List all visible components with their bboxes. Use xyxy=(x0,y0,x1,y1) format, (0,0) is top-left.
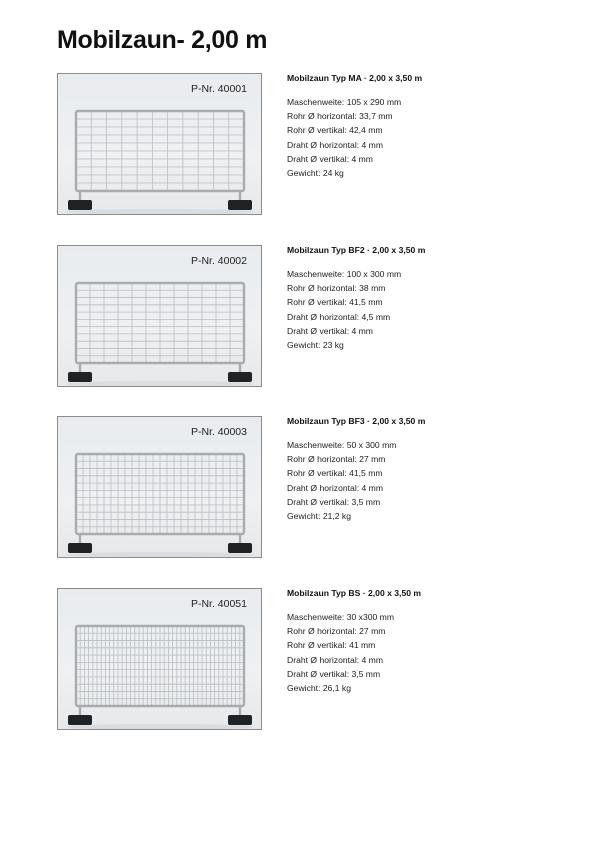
spec-line: Maschenweite: 105 x 290 mm xyxy=(287,97,402,107)
spec-line: Rohr Ø vertikal: 41,5 mm xyxy=(287,468,383,479)
product-title: Mobilzaun Typ BS · 2,00 x 3,50 m xyxy=(287,588,422,598)
product-number: P-Nr. 40001 xyxy=(190,83,247,95)
spec-line: Draht Ø horizontal: 4,5 mm xyxy=(287,311,391,322)
product-specs xyxy=(287,588,577,695)
spec-line: Rohr Ø horizontal: 27 mm xyxy=(287,626,386,637)
spec-line: Draht Ø horizontal: 4 mm xyxy=(287,139,383,150)
spec-line: Draht Ø horizontal: 4 mm xyxy=(287,482,383,493)
product-entry xyxy=(57,245,577,390)
spec-line: Gewicht: 24 kg xyxy=(287,168,344,179)
product-entry xyxy=(57,588,577,733)
spec-line: Draht Ø horizontal: 4 mm xyxy=(287,654,383,665)
spec-line: Draht Ø vertikal: 4 mm xyxy=(287,153,373,164)
product-title: Mobilzaun Typ BF2 · 2,00 x 3,50 m xyxy=(287,245,426,255)
product-title: Mobilzaun Typ MA · 2,00 x 3,50 m xyxy=(287,73,423,83)
spec-line: Gewicht: 23 kg xyxy=(287,340,344,351)
spec-line: Maschenweite: 30 x300 mm xyxy=(287,612,394,622)
product-entry xyxy=(57,73,577,218)
product-photo xyxy=(57,588,262,730)
product-title: Mobilzaun Typ BF3 · 2,00 x 3,50 m xyxy=(287,416,426,426)
product-specs xyxy=(287,245,577,352)
product-photo xyxy=(57,416,262,558)
fence-panel-icon xyxy=(58,417,262,558)
product-number: P-Nr. 40051 xyxy=(190,598,247,610)
spec-line: Gewicht: 26,1 kg xyxy=(287,683,352,694)
spec-line: Rohr Ø horizontal: 38 mm xyxy=(287,283,386,294)
spec-line: Maschenweite: 100 x 300 mm xyxy=(287,269,402,279)
fence-panel-icon xyxy=(58,589,262,730)
fence-panel-icon xyxy=(58,74,262,215)
product-number: P-Nr. 40002 xyxy=(190,255,247,267)
product-specs xyxy=(287,416,577,523)
product-entry xyxy=(57,416,577,561)
spec-line: Rohr Ø horizontal: 27 mm xyxy=(287,454,386,465)
spec-line: Rohr Ø vertikal: 42,4 mm xyxy=(287,125,383,136)
product-photo xyxy=(57,73,262,215)
page-title: Mobilzaun- 2,00 m xyxy=(57,26,268,54)
product-specs xyxy=(287,73,577,180)
product-number: P-Nr. 40003 xyxy=(190,426,247,438)
spec-line: Draht Ø vertikal: 4 mm xyxy=(287,325,373,336)
spec-line: Rohr Ø vertikal: 41,5 mm xyxy=(287,297,383,308)
spec-line: Rohr Ø vertikal: 41 mm xyxy=(287,640,376,651)
spec-line: Draht Ø vertikal: 3,5 mm xyxy=(287,496,381,507)
fence-panel-icon xyxy=(58,246,262,387)
spec-line: Gewicht: 21,2 kg xyxy=(287,511,352,522)
spec-line: Maschenweite: 50 x 300 mm xyxy=(287,440,397,450)
product-photo xyxy=(57,245,262,387)
spec-line: Draht Ø vertikal: 3,5 mm xyxy=(287,668,381,679)
spec-line: Rohr Ø horizontal: 33,7 mm xyxy=(287,111,393,122)
